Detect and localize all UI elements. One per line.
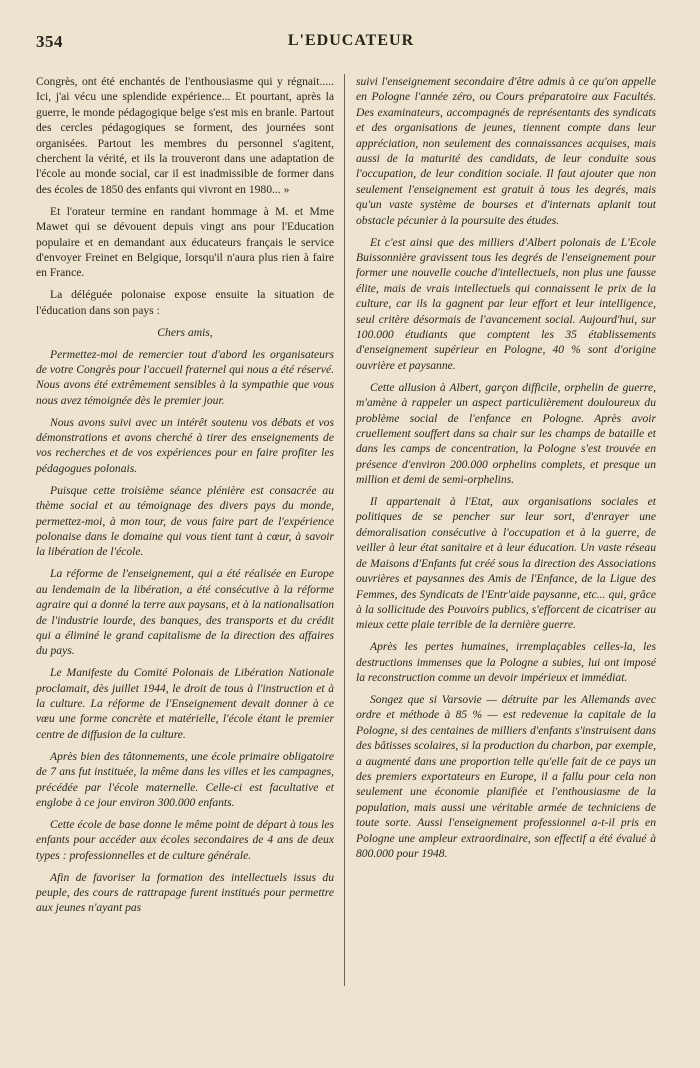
salutation: Chers amis, bbox=[157, 325, 213, 339]
paragraph: La réforme de l'enseignement, qui a été réalisée en Europe au lendemain de la libération, a été consécutive à la réforme agraire qui a donné la terre aux paysans, et à la nationalisation de l'industrie lourde, des banques, des transports et du crédit qui a éliminé le grand capitalisme de la direction des affaires du pays. bbox=[36, 567, 334, 658]
paragraph: Et c'est ainsi que des milliers d'Albert polonais de L'Ecole Buissonnière gravissent tous les degrés de l'enseignement pour former une nouvelle couche d'intellectuels, non plus une fausse élite, mais de vrais intellectuels qui connaissent le prix de la culture, car ils la gagnent par leur effort et leur intelligence, seul critère désormais de l'avancement social. Aujourd'hui, sur 100.000 étudiants que comptent les 35 établissements d'enseignement supérieur en Pologne, 40 % sont d'origine ouvrière et paysanne. bbox=[356, 235, 656, 372]
journal-title: L'EDUCATEUR bbox=[287, 32, 415, 49]
right-column bbox=[356, 74, 656, 868]
paragraph: Afin de favoriser la formation des intellectuels issus du peuple, des cours de rattrapage furent institués pour permettre aux jeunes n'ayant pas bbox=[36, 870, 334, 915]
page-header bbox=[36, 32, 666, 56]
paragraph: Permettez-moi de remercier tout d'abord les organisateurs de votre Congrès pour l'accueil fraternel qui nous a été réservé. Nous avons été extrêmement sensibles à la sympathie que vous nous avez témoignée dès le premier jour. bbox=[36, 347, 334, 407]
paragraph: Nous avons suivi avec un intérêt soutenu vos débats et vos démonstrations et avons cherché à tirer des enseignements de vos recherches et de vos expériences pour en faire profiter les pédagogues polonais. bbox=[36, 415, 334, 475]
column-divider bbox=[344, 74, 345, 986]
paragraph: Cette allusion à Albert, garçon difficile, orphelin de guerre, m'amène à rappeler un aspect particulièrement douloureux du problème social de l'enfance en Pologne. Après avoir cruellement souffert dans sa chair sur les champs de bataille et dans les camps de concentration, la Pologne s'est trouvée en présence d'environ 200.000 orphelins complets, et presque un million et demi de semi-orphelins. bbox=[356, 380, 656, 487]
paragraph: La déléguée polonaise expose ensuite la situation de l'éducation dans son pays : bbox=[36, 288, 334, 317]
paragraph: Songez que si Varsovie — détruite par les Allemands avec ordre et méthode à 85 % — est redevenue la capitale de la Pologne, si des centaines de milliers d'enfants s'instruisent dans des bâtisses scolaires, si la production du charbon, par exemple, a augmenté dans une proportion telle qu'elle fait de ce pays un des premiers exportateurs en Europe, il a fallu pour cela non seulement une économie planifiée et l'enthousiasme de la population, mais aussi une véritable armée de techniciens de toute sorte. Aussi l'enseignement professionnel a-t-il pris en Pologne une ampleur extraordinaire, son effectif a été évalué à 800.000 pour 1948. bbox=[356, 692, 656, 860]
paragraph: Le Manifeste du Comité Polonais de Libération Nationale proclamait, dès juillet 1944, le droit de tous à l'instruction et à la culture. La réforme de l'Enseignement devait donner à ce vœu une forme concrète et matérielle, l'école étant le premier centre de diffusion de la culture. bbox=[36, 666, 334, 741]
paragraph: Il appartenait à l'Etat, aux organisations sociales et politiques de se pencher sur leur sort, d'enrayer une démoralisation consécutive à l'occupation et à la guerre, de veiller à leur état sanitaire et à leur éducation. Un vaste réseau de Maisons d'Enfants fut créé sous la direction des Associations ouvrières et paysannes des Amis de l'Enfance, de la Ligue des Femmes, des Syndicats de l'Entr'aide paysanne, etc... qui, grâce à la sollicitude des Pouvoirs publics, s'efforcent de cicatriser au mieux cette plaie terrible de la dernière guerre. bbox=[356, 495, 656, 632]
paragraph: Et l'orateur termine en randant hommage à M. et Mme Mawet qui se dévouent depuis vingt ans pour l'Education populaire et en demandant aux éducateurs français le service d'envoyer Freinet en Belgique, lorsqu'il n'aura plus rien à faire en France. bbox=[36, 204, 334, 280]
left-column bbox=[36, 74, 334, 922]
paragraph: suivi l'enseignement secondaire d'être admis à ce qu'on appelle en Pologne l'année zéro, ou Cours préparatoire aux Facultés. Des examinateurs, accompagnés de représentants des syndicats et des organisations de jeunes, tiennent compte dans leur appréciation, non seulement des connaissances acquises, mais aussi de la maturité des candidats, de leur conduite sous l'occupation, de leur condition sociale. Il faut ajouter que non seulement l'enseignement est gratuit à tous les degrés, mais qu'un vaste système de bourses et d'internats aplanit tout obstacle pécunier à la poursuite des études. bbox=[356, 75, 656, 227]
paragraph: Cette école de base donne le même point de départ à tous les enfants pour accéder aux écoles secondaires de 4 ans de deux types : professionnelles et de culture générale. bbox=[36, 817, 334, 862]
paragraph: Après les pertes humaines, irremplaçables celles-la, les destructions immenses que la Pologne a subies, lui ont imposé la reconstruction comme un devoir impérieux et immédiat. bbox=[356, 640, 656, 685]
paragraph: Après bien des tâtonnements, une école primaire obligatoire de 7 ans fut instituée, la même dans les villes et les campagnes, précédée par l'école maternelle. Celle-ci est facultative et englobe à ce jour environ 300.000 enfants. bbox=[36, 749, 334, 809]
paragraph: Puisque cette troisième séance plénière est consacrée au thème social et au témoignage des divers pays du monde, permettez-moi, à mon tour, de vous faire part de l'expérience polonaise dans le domaine qui vous tient tant à cœur, à savoir la libération de l'école. bbox=[36, 483, 334, 559]
paragraph: Congrès, ont été enchantés de l'enthousiasme qui y régnait..... Ici, j'ai vécu une splendide expérience... Et pourtant, après la guerre, le monde pédagogique belge s'est mis en branle. Partout des cercles pédagogiques se forment, des journées sont organisées. Partout les membres du personnel s'agitent, cherchent la vérité, et ils la trouveront dans une adaptation de l'école au monde social, car il est inadmissible de former dans des écoles de 1850 des enfants qui vivront en 1980... » bbox=[36, 75, 334, 196]
page-number: 354 bbox=[36, 32, 63, 51]
